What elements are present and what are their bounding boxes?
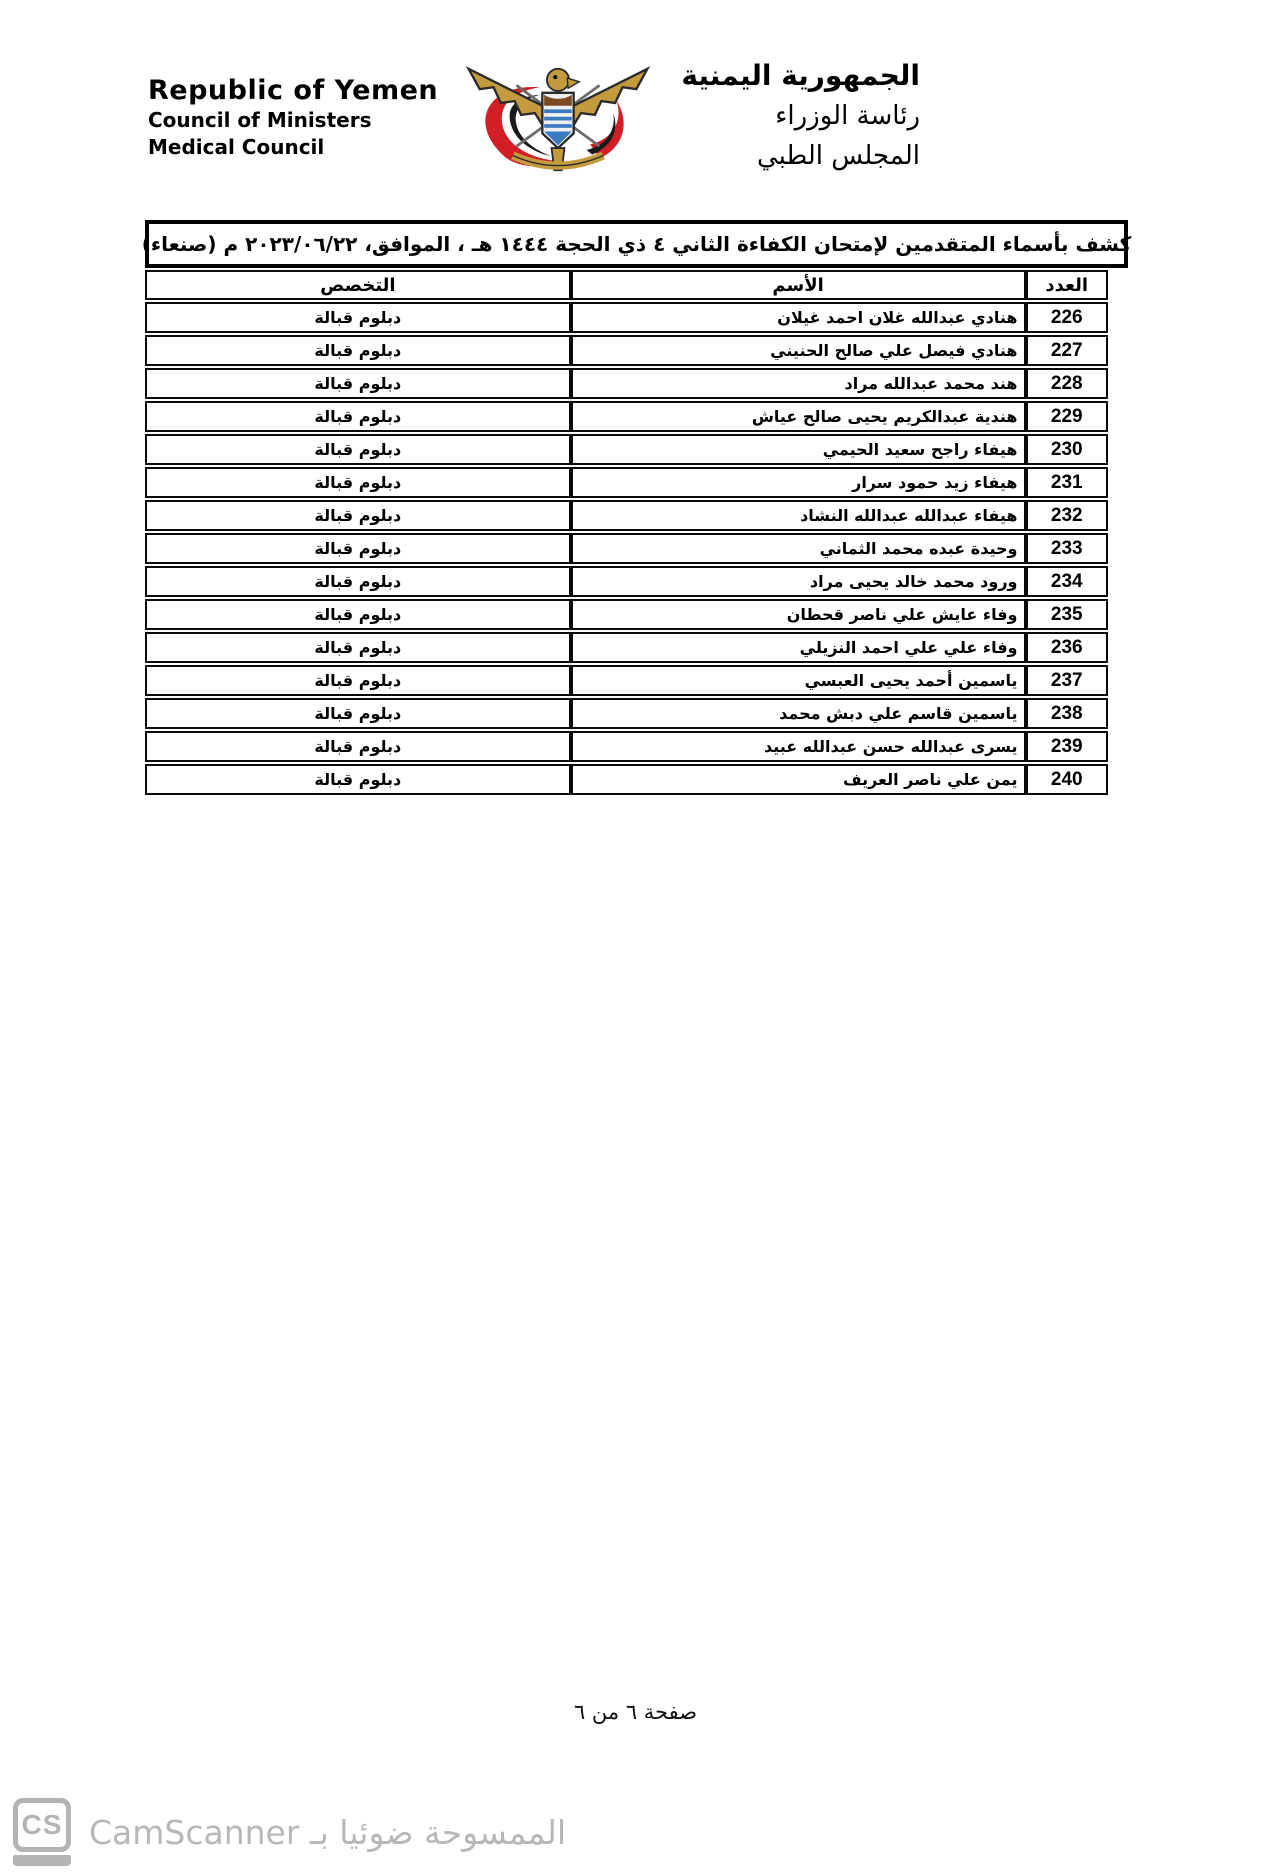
- header-arabic-council: المجلس الطبي: [757, 141, 920, 171]
- table-row: [145, 764, 1108, 795]
- table-row: [145, 698, 1108, 729]
- applicant-specialty: دبلوم قبالة: [145, 467, 571, 498]
- header-english-block: [148, 74, 438, 161]
- applicant-name: هنادي عبدالله غلان احمد غيلان: [571, 302, 1026, 333]
- applicant-number: 239: [1026, 731, 1109, 762]
- applicant-name: هند محمد عبدالله مراد: [571, 368, 1026, 399]
- header-english-country: Republic of Yemen: [148, 75, 439, 106]
- table-row: [145, 632, 1108, 663]
- table-row: [145, 401, 1108, 432]
- applicant-number: 228: [1026, 368, 1109, 399]
- applicant-name: ياسمين قاسم علي دبش محمد: [571, 698, 1026, 729]
- applicant-number: 238: [1026, 698, 1109, 729]
- header-arabic-country: الجمهورية اليمنية: [681, 59, 920, 92]
- table-row: [145, 500, 1108, 531]
- applicant-name: هيفاء زيد حمود سرار: [571, 467, 1026, 498]
- camscanner-caption: الممسوحة ضوئيا بـ CamScanner: [89, 1812, 566, 1852]
- document-title: كشف بأسماء المتقدمين لإمتحان الكفاءة الثاني ٤ ذي الحجة ١٤٤٤ هـ ، الموافق، ٢٠٢٣/٠٦/٢٢ م (صنعاء): [145, 220, 1128, 268]
- table-row: [145, 467, 1108, 498]
- applicant-name: هندية عبدالكريم يحيى صالح عياش: [571, 401, 1026, 432]
- applicant-number: 240: [1026, 764, 1109, 795]
- table-header-row: [145, 270, 1108, 300]
- applicant-specialty: دبلوم قبالة: [145, 533, 571, 564]
- table-row: [145, 335, 1108, 366]
- applicant-specialty: دبلوم قبالة: [145, 401, 571, 432]
- table-row: [145, 665, 1108, 696]
- applicant-name: هيفاء عبدالله عبدالله النشاد: [571, 500, 1026, 531]
- yemen-coat-of-arms-icon: [452, 54, 664, 174]
- applicant-name: هيفاء راجح سعيد الحيمي: [571, 434, 1026, 465]
- applicant-specialty: دبلوم قبالة: [145, 434, 571, 465]
- applicant-name: وفاء علي علي احمد النزيلي: [571, 632, 1026, 663]
- column-header-name: الأسم: [571, 270, 1026, 300]
- applicant-number: 237: [1026, 665, 1109, 696]
- camscanner-logo-letters: CS: [13, 1798, 71, 1852]
- applicant-specialty: دبلوم قبالة: [145, 335, 571, 366]
- applicant-specialty: دبلوم قبالة: [145, 764, 571, 795]
- applicant-number: 235: [1026, 599, 1109, 630]
- applicant-name: وفاء عايش علي ناصر قحطان: [571, 599, 1026, 630]
- header-arabic-block: [681, 56, 920, 176]
- applicant-specialty: دبلوم قبالة: [145, 599, 571, 630]
- applicant-specialty: دبلوم قبالة: [145, 632, 571, 663]
- applicant-number: 227: [1026, 335, 1109, 366]
- camscanner-logo-bar: [13, 1855, 71, 1866]
- header-english-council: Medical Council: [148, 135, 325, 159]
- applicant-number: 234: [1026, 566, 1109, 597]
- applicant-name: هنادي فيصل علي صالح الحنيني: [571, 335, 1026, 366]
- table-row: [145, 731, 1108, 762]
- applicant-specialty: دبلوم قبالة: [145, 302, 571, 333]
- header-arabic-ministry: رئاسة الوزراء: [775, 101, 920, 131]
- applicant-name: وحيدة عبده محمد الثماني: [571, 533, 1026, 564]
- applicant-number: 229: [1026, 401, 1109, 432]
- table-row: [145, 368, 1108, 399]
- applicant-name: ورود محمد خالد يحيى مراد: [571, 566, 1026, 597]
- table-row: [145, 302, 1108, 333]
- applicant-specialty: دبلوم قبالة: [145, 731, 571, 762]
- applicant-specialty: دبلوم قبالة: [145, 566, 571, 597]
- applicant-number: 233: [1026, 533, 1109, 564]
- applicant-specialty: دبلوم قبالة: [145, 368, 571, 399]
- table-row: [145, 599, 1108, 630]
- applicant-specialty: دبلوم قبالة: [145, 665, 571, 696]
- applicant-specialty: دبلوم قبالة: [145, 500, 571, 531]
- applicant-number: 231: [1026, 467, 1109, 498]
- applicant-number: 232: [1026, 500, 1109, 531]
- applicant-number: 236: [1026, 632, 1109, 663]
- table-row: [145, 434, 1108, 465]
- applicant-name: يمن علي ناصر العريف: [571, 764, 1026, 795]
- table-row: [145, 533, 1108, 564]
- applicants-table: [145, 268, 1108, 797]
- applicant-name: يسرى عبدالله حسن عبدالله عبيد: [571, 731, 1026, 762]
- column-header-specialty: التخصص: [145, 270, 571, 300]
- column-header-number: العدد: [1026, 270, 1109, 300]
- applicant-number: 230: [1026, 434, 1109, 465]
- camscanner-watermark-bar: [0, 1790, 1271, 1874]
- applicant-name: ياسمين أحمد يحيى العبسي: [571, 665, 1026, 696]
- table-row: [145, 566, 1108, 597]
- applicant-number: 226: [1026, 302, 1109, 333]
- header-english-ministry: Council of Ministers: [148, 108, 372, 132]
- applicant-specialty: دبلوم قبالة: [145, 698, 571, 729]
- page-number-label: صفحة ٦ من ٦: [573, 1700, 698, 1724]
- camscanner-logo-icon: [13, 1798, 71, 1866]
